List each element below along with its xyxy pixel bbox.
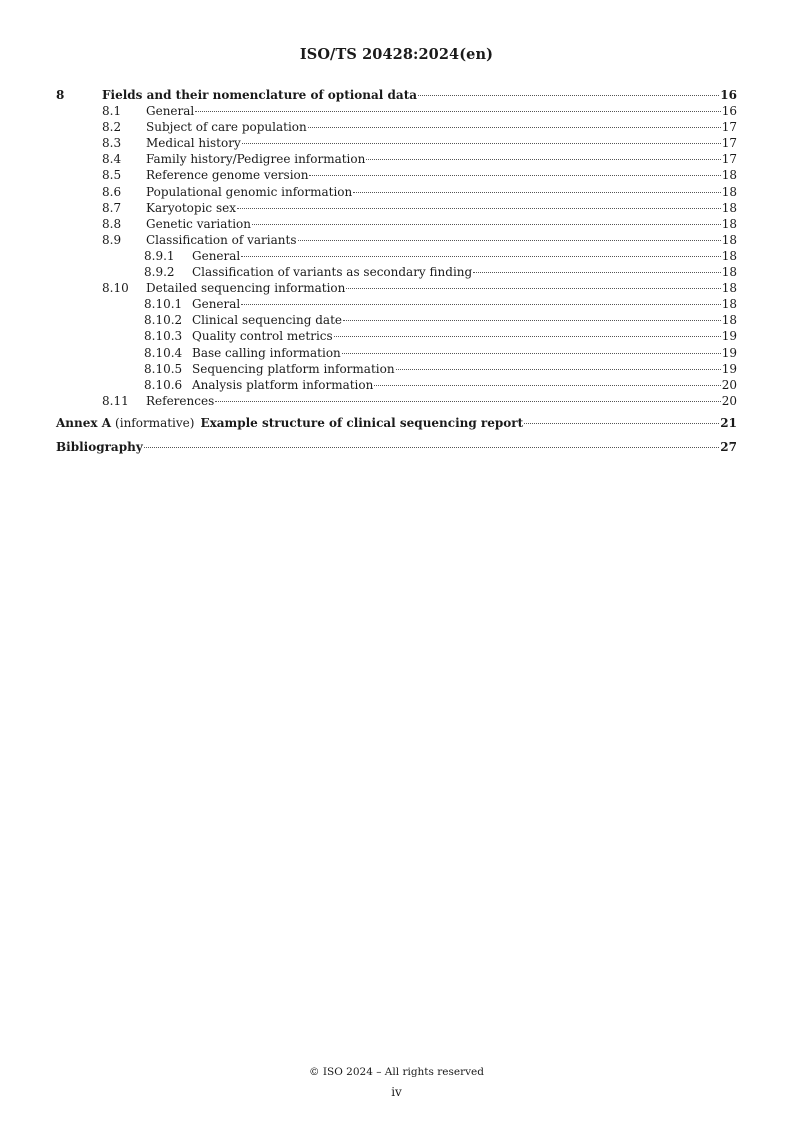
toc-entry-8-10-5[interactable]	[56, 361, 737, 377]
dot-leader	[374, 385, 720, 386]
toc-entry-title: Detailed sequencing information	[146, 281, 346, 296]
toc-entry-title: Populational genomic information	[146, 184, 353, 199]
toc-entry-title: Bibliography	[56, 439, 143, 454]
toc-entry-8-6[interactable]	[56, 184, 737, 200]
toc-entry-number: 8.8	[102, 216, 122, 231]
dot-leader	[298, 240, 721, 241]
toc-entry-8-2[interactable]	[56, 119, 737, 135]
toc-entry-8-3[interactable]	[56, 135, 737, 151]
toc-entry-title: References	[146, 393, 215, 408]
toc-entry-number: 8	[56, 88, 65, 102]
toc-entry-number: 8.7	[102, 200, 122, 215]
toc-entry-page: 18	[721, 313, 737, 328]
dot-leader	[242, 143, 721, 144]
dot-leader	[237, 208, 721, 209]
dot-leader	[215, 401, 720, 402]
toc-entry-number: 8.4	[102, 152, 122, 167]
toc-entry-title: Classification of variants as secondary finding	[192, 265, 473, 280]
toc-entry-number: 8.10.3	[144, 329, 183, 344]
toc-entry-number: 8.10.5	[144, 361, 183, 376]
toc-entry-number: 8.3	[102, 136, 122, 151]
dot-leader	[524, 423, 719, 424]
toc-entry-8-11[interactable]	[56, 393, 737, 409]
toc-entry-number: 8.10	[102, 281, 129, 296]
table-of-contents	[56, 87, 737, 459]
dot-leader	[473, 272, 721, 273]
toc-entry-title: Base calling information	[192, 345, 341, 360]
dot-leader	[343, 320, 721, 321]
toc-entry-8-1[interactable]	[56, 103, 737, 119]
toc-entry-number: 8.1	[102, 104, 122, 119]
toc-entry-page: 17	[721, 152, 737, 167]
toc-entry-page: 18	[721, 216, 737, 231]
toc-entry-8-9-1[interactable]	[56, 248, 737, 264]
dot-leader	[252, 224, 721, 225]
toc-entry-8-8[interactable]	[56, 216, 737, 232]
dot-leader	[241, 256, 720, 257]
toc-entry-8-10-4[interactable]	[56, 345, 737, 361]
toc-entry-page: 18	[721, 281, 737, 296]
toc-entry-title: Fields and their nomenclature of optional data	[102, 88, 418, 102]
toc-entry-title: Clinical sequencing date	[192, 313, 342, 328]
page-number: iv	[391, 1085, 402, 1099]
toc-entry-page: 17	[721, 136, 737, 151]
dot-leader	[195, 111, 720, 112]
annex-label: Annex A	[56, 415, 112, 430]
toc-entry-8-9[interactable]	[56, 232, 737, 248]
document-header: ISO/TS 20428:2024(en)	[299, 46, 494, 63]
toc-entry-title: Sequencing platform information	[192, 361, 395, 376]
dot-leader	[342, 353, 721, 354]
dot-leader	[334, 336, 721, 337]
toc-entry-title: General	[146, 104, 195, 119]
toc-entry-page: 20	[721, 393, 737, 408]
toc-entry-number: 8.9	[102, 232, 122, 247]
toc-entry-number: 8.11	[102, 393, 129, 408]
toc-entry-page: 18	[721, 297, 737, 312]
dot-leader	[241, 304, 720, 305]
toc-entry-number: 8.5	[102, 168, 122, 183]
toc-entry-title: Genetic variation	[146, 216, 251, 231]
toc-entry-title: Subject of care population	[146, 120, 307, 135]
toc-entry-number: 8.10.6	[144, 377, 183, 392]
toc-entry-annex-a[interactable]	[56, 411, 737, 435]
toc-entry-number: 8.2	[102, 120, 122, 135]
toc-entry-page: 16	[720, 88, 737, 102]
dot-leader	[144, 447, 720, 448]
toc-entry-page: 18	[721, 232, 737, 247]
toc-entry-title: Quality control metrics	[192, 329, 333, 344]
toc-entry-title: Analysis platform information	[192, 377, 374, 392]
toc-entry-page: 18	[721, 248, 737, 263]
toc-entry-8-10[interactable]	[56, 280, 737, 296]
toc-entry-number: 8.10.1	[144, 297, 183, 312]
toc-entry-8-4[interactable]	[56, 151, 737, 167]
toc-entry-8[interactable]	[56, 87, 737, 103]
toc-entry-number: 8.10.2	[144, 313, 183, 328]
toc-entry-page: 18	[721, 184, 737, 199]
toc-entry-number: 8.9.2	[144, 265, 175, 280]
toc-entry-page: 21	[720, 415, 737, 430]
toc-entry-page: 18	[721, 200, 737, 215]
toc-entry-page: 20	[721, 377, 737, 392]
toc-entry-page: 19	[721, 329, 737, 344]
toc-entry-title: Medical history	[146, 136, 241, 151]
toc-entry-8-10-6[interactable]	[56, 377, 737, 393]
toc-entry-title: Karyotopic sex	[146, 200, 236, 215]
toc-entry-page: 27	[720, 439, 737, 454]
toc-entry-8-5[interactable]	[56, 167, 737, 183]
toc-entry-page: 17	[721, 120, 737, 135]
dot-leader	[309, 175, 720, 176]
toc-entry-page: 18	[721, 168, 737, 183]
toc-entry-8-9-2[interactable]	[56, 264, 737, 280]
toc-entry-title: General	[192, 248, 241, 263]
annex-title: Example structure of clinical sequencing report	[200, 415, 524, 430]
toc-entry-8-10-1[interactable]	[56, 296, 737, 312]
dot-leader	[418, 95, 719, 96]
dot-leader	[396, 369, 721, 370]
toc-entry-page: 18	[721, 265, 737, 280]
toc-entry-page: 16	[721, 104, 737, 119]
toc-entry-title: Family history/Pedigree information	[146, 152, 366, 167]
toc-entry-8-7[interactable]	[56, 200, 737, 216]
toc-entry-8-10-3[interactable]	[56, 328, 737, 344]
toc-entry-title: Reference genome version	[146, 168, 309, 183]
toc-entry-title: General	[192, 297, 241, 312]
dot-leader	[346, 288, 720, 289]
annex-qualifier: (informative)	[115, 415, 195, 430]
toc-entry-title: Classification of variants	[146, 232, 297, 247]
toc-entry-page: 19	[721, 345, 737, 360]
toc-entry-bibliography[interactable]	[56, 435, 737, 459]
dot-leader	[308, 127, 721, 128]
toc-entry-8-10-2[interactable]	[56, 312, 737, 328]
toc-entry-page: 19	[721, 361, 737, 376]
dot-leader	[353, 192, 720, 193]
toc-entry-number: 8.9.1	[144, 248, 175, 263]
dot-leader	[366, 159, 720, 160]
copyright-notice: © ISO 2024 – All rights reserved	[309, 1066, 484, 1078]
toc-entry-number: 8.6	[102, 184, 122, 199]
toc-entry-number: 8.10.4	[144, 345, 183, 360]
